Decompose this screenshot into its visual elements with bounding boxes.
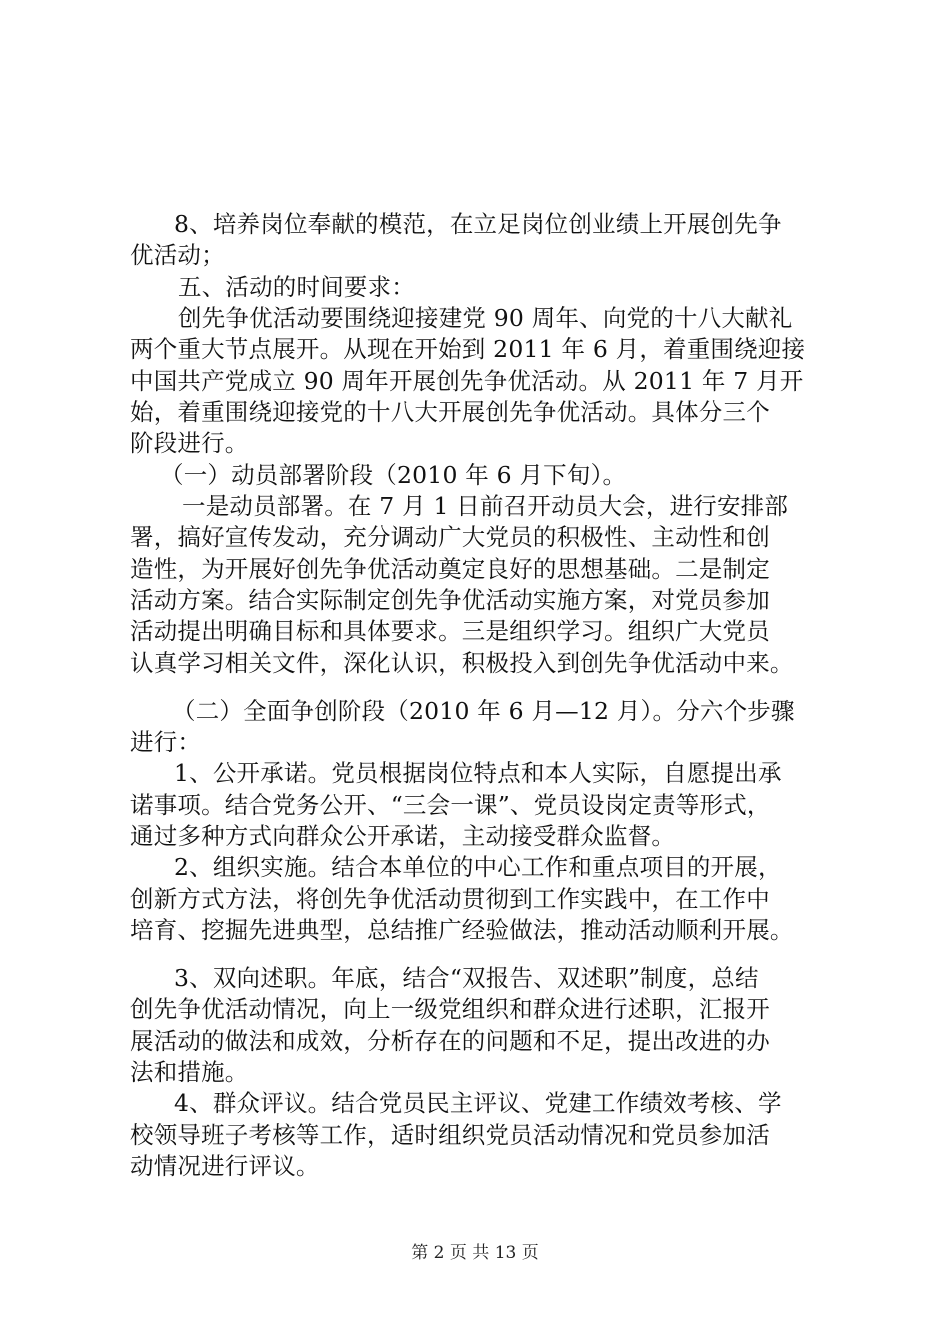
subsection-heading: （二）全面争创阶段（2010 年 6 月—12 月）。分六个步骤 — [172, 696, 795, 725]
page-footer: 第 2 页 共 13 页 — [411, 1243, 539, 1263]
text-line: 2、组织实施。结合本单位的中心工作和重点项目的开展， — [174, 853, 782, 882]
text-line: 通过多种方式向群众公开承诺，主动接受群众监督。 — [130, 822, 676, 851]
text-line: 创先争优活动情况，向上一级党组织和群众进行述职，汇报开 — [130, 995, 770, 1024]
text-line: 创新方式方法，将创先争优活动贯彻到工作实践中，在工作中 — [130, 884, 770, 913]
text-line: 认真学习相关文件，深化认识，积极投入到创先争优活动中来。 — [130, 648, 794, 677]
text-line: 法和措施。 — [130, 1057, 249, 1086]
text-line: 活动方案。结合实际制定创先争优活动实施方案，对党员参加 — [130, 586, 770, 615]
text-line: 中国共产党成立 90 周年开展创先争优活动。从 2011 年 7 月开 — [130, 366, 804, 395]
text-line: 一是动员部署。在 7 月 1 日前召开动员大会，进行安排部 — [182, 492, 789, 521]
text-line: 4、群众评议。结合党员民主评议、党建工作绩效考核、学 — [174, 1089, 782, 1118]
text-line: 进行： — [130, 728, 202, 756]
text-line: 培育、挖掘先进典型，总结推广经验做法，推动活动顺利开展。 — [130, 916, 794, 945]
section-heading: 五、活动的时间要求： — [178, 272, 415, 301]
text-line: 阶段进行。 — [130, 429, 249, 458]
text-line: 诺事项。结合党务公开、“三会一课”、党员设岗定责等形式， — [130, 790, 771, 819]
text-line: 创先争优活动要围绕迎接建党 90 周年、向党的十八大献礼 — [178, 304, 793, 333]
text-line: 1、公开承诺。党员根据岗位特点和本人实际，自愿提出承 — [174, 759, 782, 788]
text-line: 8、培养岗位奉献的模范，在立足岗位创业绩上开展创先争 — [174, 210, 782, 238]
text-line: 展活动的做法和成效，分析存在的问题和不足，提出改进的办 — [130, 1026, 770, 1055]
text-line: 造性，为开展好创先争优活动奠定良好的思想基础。二是制定 — [130, 554, 770, 583]
text-line: 动情况进行评议。 — [130, 1152, 320, 1180]
subsection-heading: （一）动员部署阶段（2010 年 6 月下旬）。 — [160, 460, 627, 489]
text-line: 校领导班子考核等工作，适时组织党员活动情况和党员参加活 — [130, 1120, 770, 1149]
text-line: 优活动； — [130, 241, 225, 270]
text-line: 3、双向述职。年底，结合“双报告、双述职”制度，总结 — [174, 963, 759, 992]
text-line: 活动提出明确目标和具体要求。三是组织学习。组织广大党员 — [130, 617, 770, 646]
text-line: 署，搞好宣传发动，充分调动广大党员的积极性、主动性和创 — [130, 523, 770, 552]
text-line: 两个重大节点展开。从现在开始到 2011 年 6 月，着重围绕迎接 — [130, 335, 806, 364]
text-line: 始，着重围绕迎接党的十八大开展创先争优活动。具体分三个 — [130, 398, 770, 427]
